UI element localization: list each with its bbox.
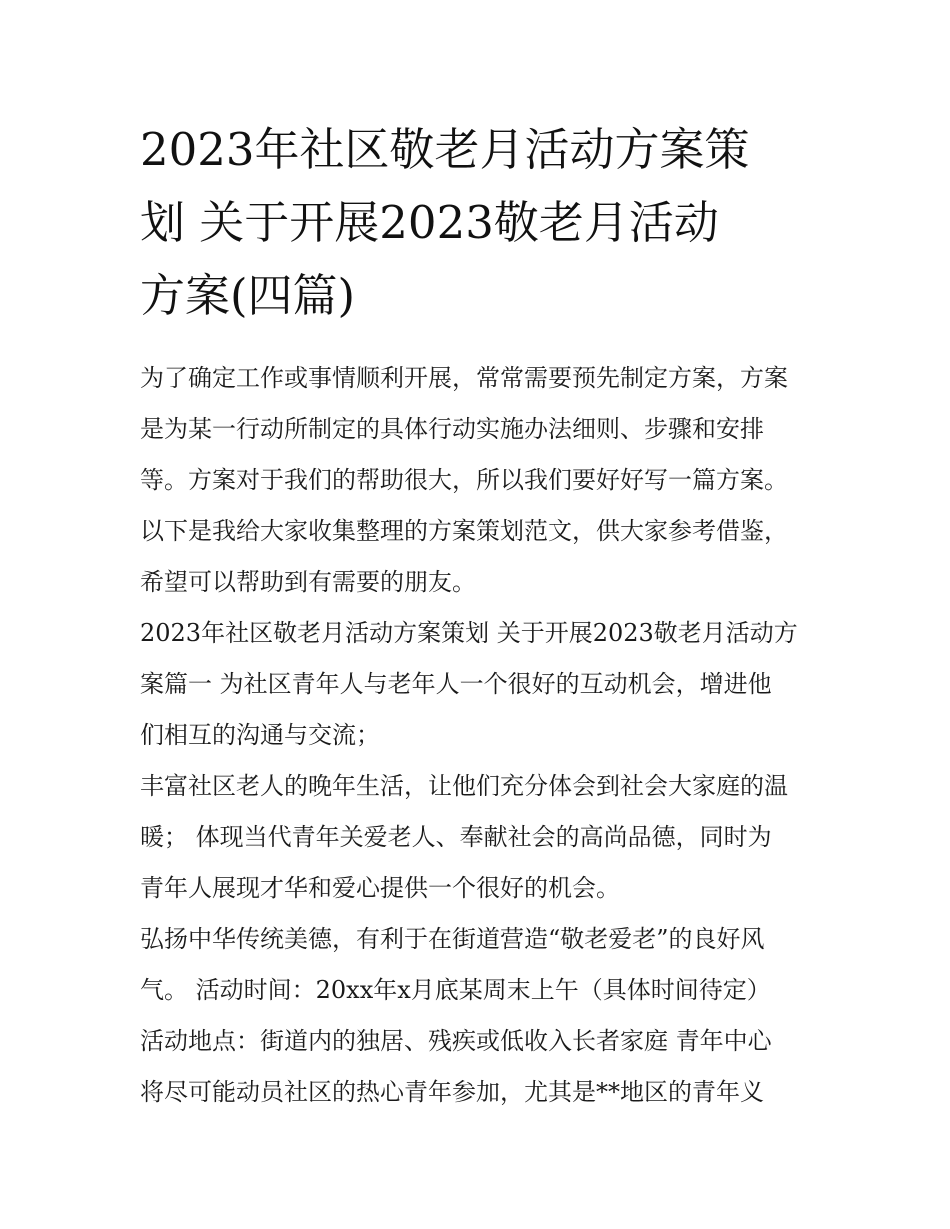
document-title xyxy=(140,113,830,332)
title-line: 2023年社区敬老月活动方案策 xyxy=(140,123,750,176)
body-line: 青年人展现才华和爱心提供一个很好的机会。 xyxy=(140,874,620,902)
body-line: 们相互的沟通与交流； xyxy=(140,721,380,749)
body-line: 案篇一 为社区青年人与老年人一个很好的互动机会，增进他 xyxy=(140,670,772,698)
body-line: 将尽可能动员社区的热心青年参加，尤其是**地区的青年义 xyxy=(140,1078,764,1106)
body-line: 为了确定工作或事情顺利开展，常常需要预先制定方案，方案 xyxy=(140,364,788,392)
title-line: 方案(四篇) xyxy=(140,269,356,322)
body-line: 活动地点：街道内的独居、残疾或低收入长者家庭 青年中心 xyxy=(140,1027,772,1055)
body-line: 2023年社区敬老月活动方案策划 关于开展2023敬老月活动方 xyxy=(140,619,798,647)
title-line: 划 关于开展2023敬老月活动 xyxy=(140,196,719,249)
body-line: 暖； 体现当代青年关爱老人、奉献社会的高尚品德，同时为 xyxy=(140,823,772,851)
body-line: 等。方案对于我们的帮助很大，所以我们要好好写一篇方案。 xyxy=(140,466,788,494)
body-line: 丰富社区老人的晚年生活，让他们充分体会到社会大家庭的温 xyxy=(140,772,788,800)
body-line: 是为某一行动所制定的具体行动实施办法细则、步骤和安排 xyxy=(140,415,764,443)
body-line: 弘扬中华传统美德，有利于在街道营造“敬老爱老”的良好风 xyxy=(140,925,765,953)
body-line: 以下是我给大家收集整理的方案策划范文，供大家参考借鉴， xyxy=(140,517,788,545)
document-body xyxy=(140,353,840,1118)
body-line: 气。 活动时间：20xx年x月底某周末上午（具体时间待定） xyxy=(140,976,771,1004)
body-line: 希望可以帮助到有需要的朋友。 xyxy=(140,568,476,596)
